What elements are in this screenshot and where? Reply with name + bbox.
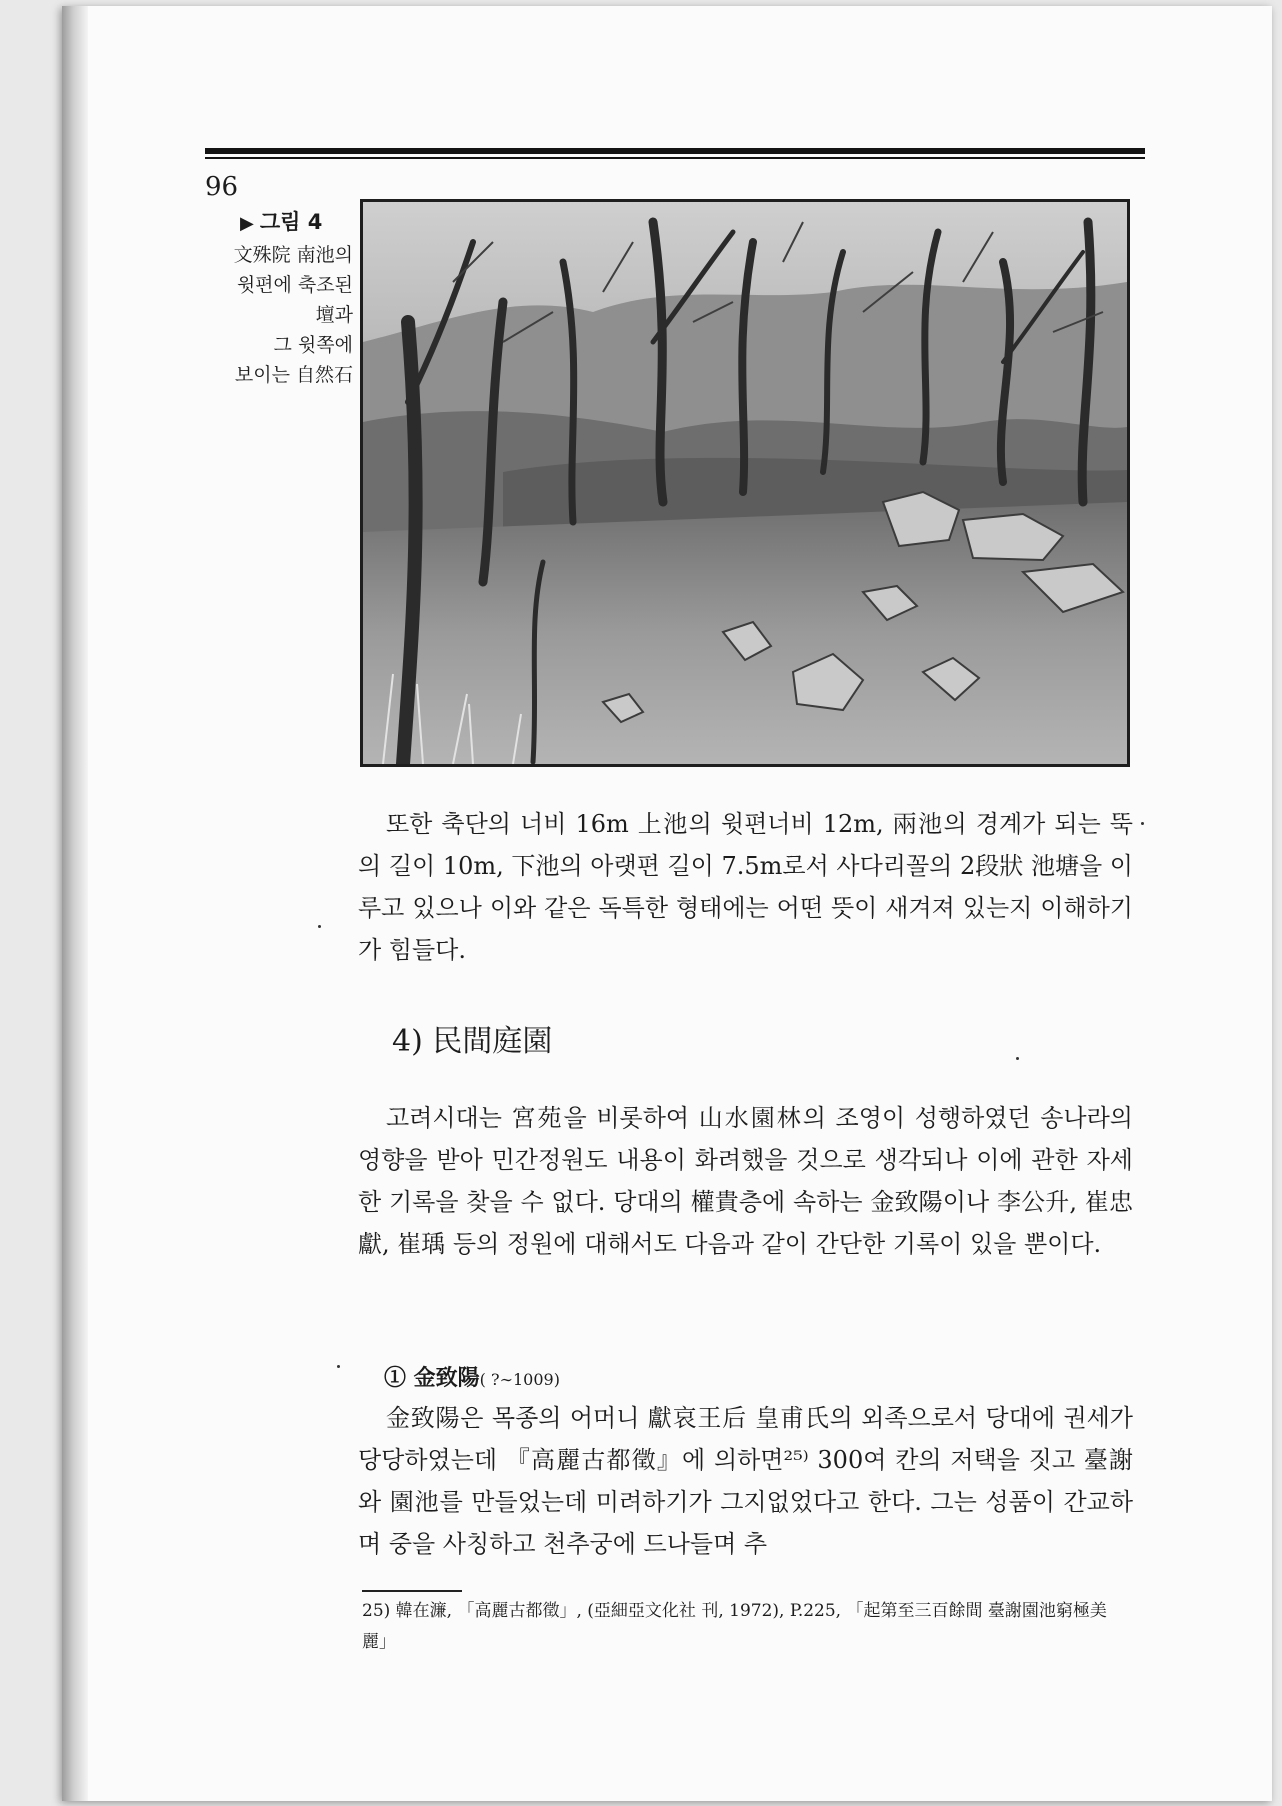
paragraph-3-text: 金致陽은 목종의 어머니 獻哀王后 皇甫氏의 외족으로서 당대에 권세가 당당하였는데 『高麗古都徵』에 의하면²⁵⁾ 300여 칸의 저택을 짓고 臺謝와 園池를 만들었는데 미려하기가 그지없었다고 한다. 그는 성품이 간교하며 중을 사칭하고 천추궁에 드나들며 추	[358, 1404, 1133, 1558]
caption-line: 윗편에 축조된	[236, 274, 353, 296]
section-heading: 4) 民間庭園	[392, 1024, 553, 1059]
figure-label	[240, 206, 322, 236]
page-number: 96	[205, 172, 239, 202]
caption-line: 文殊院 南池의	[233, 244, 353, 266]
subsection-title: ① 金致陽	[384, 1365, 480, 1391]
speck	[337, 1365, 340, 1368]
subsection-dates: ( ?∼1009)	[479, 1370, 560, 1389]
speck	[1141, 822, 1144, 825]
caption-line: 壇과	[315, 304, 353, 326]
paragraph-2	[358, 1097, 1133, 1265]
speck	[318, 925, 321, 928]
paragraph-3	[358, 1397, 1133, 1565]
paragraph-1-text: 또한 축단의 너비 16m 上池의 윗편너비 12m, 兩池의 경계가 되는 뚝의 길이 10m, 下池의 아랫편 길이 7.5m로서 사다리꼴의 2段狀 池塘을 이루고 있으나 이와 같은 독특한 형태에는 어떤 뜻이 새겨져 있는지 이해하기가 힘들다.	[358, 810, 1133, 964]
figure-label-text: 그림 4	[259, 210, 323, 234]
header-rule-thin	[205, 157, 1145, 159]
paragraph-2-text: 고려시대는 宮苑을 비롯하여 山水園林의 조영이 성행하였던 송나라의 영향을 받아 민간정원도 내용이 화려했을 것으로 생각되나 이에 관한 자세한 기록을 찾을 수 없다. 당대의 權貴층에 속하는 金致陽이나 李公升, 崔忠獻, 崔瑀 등의 정원에 대해서도 다음과 같이 간단한 기록이 있을 뿐이다.	[358, 1104, 1133, 1258]
subsection-heading	[384, 1361, 560, 1392]
paragraph-1	[358, 803, 1133, 971]
caption-line: 보이는 自然石	[234, 364, 353, 386]
caption-line: 그 윗쪽에	[273, 334, 353, 356]
footnote: 25) 韓在濂, 「高麗古都徵」, (亞細亞文化社 刊, 1972), P.225, 「起第至三百餘間 臺謝園池窮極美麗」	[362, 1601, 1107, 1652]
figure-photo	[360, 199, 1130, 767]
triangle-marker-icon: ▶	[240, 213, 254, 234]
footnote-rule	[362, 1590, 462, 1592]
header-rule-thick	[205, 148, 1145, 154]
book-spine-shadow	[62, 6, 88, 1801]
photo-image	[363, 202, 1127, 764]
speck	[1016, 1057, 1019, 1060]
figure-caption	[198, 240, 353, 390]
